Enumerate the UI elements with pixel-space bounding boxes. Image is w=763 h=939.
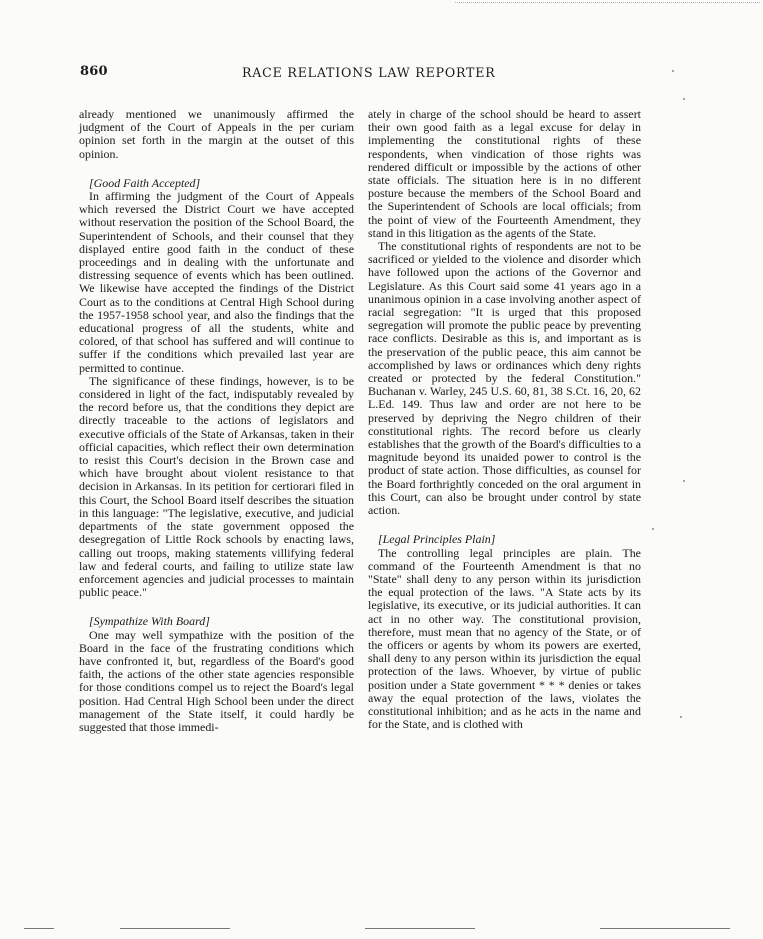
section-heading-sympathize: [Sympathize With Board]: [89, 614, 210, 629]
paragraph: The significance of these findings, however, is to be considered in light of the fact, indisputably revealed by the record before us, that the conditions they depict are directly traceable to the actions of legislators and executive officials of the State of Arkansas, taken in their official capacities, which reflect their own determination to resist this Court's decision in the Brown case and which have brought about violent resistance to that decision in Arkansas. In its petition for certiorari filed in this Court, the School Board itself describes the situation in this language: "The legislative, executive, and judicial departments of the state government opposed the desegregation of Little Rock schools by enacting laws, calling out troops, making statements villifying federal law and federal courts, and failing to utilize state law enforcement agencies and judicial processes to maintain public peace.": [79, 373, 354, 600]
scan-speck: [683, 98, 685, 100]
paragraph: In affirming the judgment of the Court of Appeals which reversed the District Court we have accepted without reservation the position of the School Board, the Superintendent of Schools, and their counsel that they displayed entire good faith in the conduct of these proceedings and in dealing with the unfortunate and distressing sequence of events which has been outlined. We likewise have accepted the findings of the District Court as to the conditions at Central High School during the 1957-1958 school year, and also the findings that the educational progress of all the students, white and colored, of that school has suffered and will continue to suffer if the conditions which prevailed last year are permitted to continue.: [79, 189, 354, 375]
right-column: [368, 108, 641, 731]
page-number: 860: [80, 64, 108, 79]
scan-speck: [680, 716, 682, 718]
running-title: RACE RELATIONS LAW REPORTER: [242, 65, 496, 80]
top-edge-dotted-rule: [455, 2, 760, 3]
bottom-scan-rule: [24, 928, 54, 929]
scan-speck: [683, 480, 685, 482]
bottom-scan-rule: [365, 928, 475, 929]
scan-speck: [672, 70, 674, 72]
left-column: [79, 108, 354, 734]
bottom-scan-rule: [600, 928, 730, 929]
section-heading-legal-principles: [Legal Principles Plain]: [378, 532, 496, 547]
section-heading-good-faith: [Good Faith Accepted]: [89, 175, 201, 190]
paragraph: One may well sympathize with the position of the Board in the face of the frustrating conditions which have confronted it, but, regardless of the Board's good faith, the actions of the other state agencies responsible for those conditions compel us to reject the Board's legal position. Had Central High School been under the direct management of the State itself, it could hardly be suggested that those immedi-: [79, 627, 354, 734]
paragraph: already mentioned we unanimously affirmed the judgment of the Court of Appeals in the per curiam opinion set forth in the margin at the outset of this opinion.: [79, 107, 354, 161]
paragraph: The constitutional rights of respondents are not to be sacrificed or yielded to the violence and disorder which have followed upon the actions of the Governor and Legislature. As this Court said some 41 years ago in a unanimous opinion in a case involving another aspect of racial segregation: "It is urged that this proposed segregation will promote the public peace by preventing race conflicts. Desirable as this is, and important as is the preservation of the public peace, this aim cannot be accomplished by laws or ordinances which deny rights created or protected by the federal Constitution." Buchanan v. Warley, 245 U.S. 60, 81, 38 S.Ct. 16, 20, 62 L.Ed. 149. Thus law and order are not here to be preserved by depriving the Negro children of their constitutional rights. The record before us clearly establishes that the growth of the Board's difficulties to a magnitude beyond its unaided power to control is the product of state action. Those difficulties, as counsel for the Board forthrightly conceded on the oral argument in this Court, can also be brought under control by state action.: [368, 239, 641, 518]
page-header: [80, 64, 640, 84]
bottom-scan-rule: [120, 928, 230, 929]
paragraph: ately in charge of the school should be heard to assert their own good faith as a legal excuse for delay in implementing the constitutional rights of these respondents, when vindication of those rights was rendered difficult or impossible by the actions of other state officials. The situation here is in no different posture because the members of the School Board and the Superintendent of Schools are local officials; from the point of view of the Fourteenth Amendment, they stand in this litigation as the agents of the State.: [368, 107, 641, 240]
scan-speck: [652, 528, 654, 530]
paragraph: The controlling legal principles are plain. The command of the Fourteenth Amendment is that no "State" shall deny to any person within its jurisdiction the equal protection of the laws. "A State acts by its legislative, its executive, or its judicial authorities. It can act in no other way. The constitutional provision, therefore, must mean that no agency of the State, or of the officers or agents by whom its powers are exerted, shall deny to any person within its jurisdiction the equal protection of the laws. Whoever, by virtue of public position under a State government * * * denies or takes away the equal protection of the laws, violates the constitutional inhibition; and as he acts in the name and for the State, and is clothed with: [368, 545, 641, 732]
